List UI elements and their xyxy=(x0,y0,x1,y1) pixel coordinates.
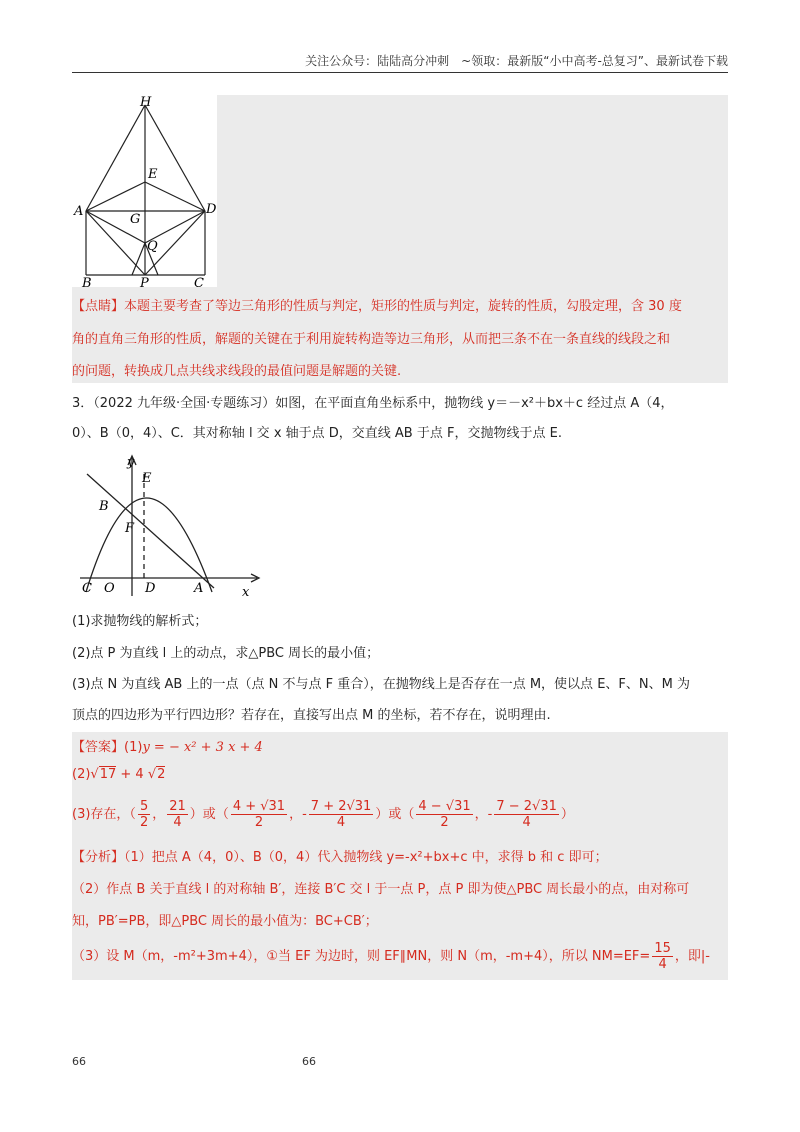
question-1: (1)求抛物线的解析式； xyxy=(72,614,208,629)
analysis-line-4: （3）设 M（m，-m²+3m+4），①当 EF 为边时，则 EF∥MN，则 N（m，-m+4），所以 NM=EF= $\frac{15}{4}$ ，即|- xyxy=(72,941,710,972)
label-D: D xyxy=(206,202,217,217)
dianjing-line-3: 的问题，转换成几点共线求线段的最值问题是解题的关键. xyxy=(72,364,402,379)
answer-line-3: (3)存在，（ $\frac{5}{2}$ ， $\frac{21}{4}$ ）或（ $\frac{4 + √31}{2}$ ，- $\frac{7 + 2√31}{4}$ ）或（ $\frac{4 - √31}{2}$ ，- $\frac{7 - 2√31}{4}$ ） xyxy=(72,799,574,830)
problem3-line-2: 0）、B（0，4）、C．其对称轴 l 交 x 轴于点 D，交直线 AB 于点 F，交抛物线于点 E. xyxy=(72,426,562,441)
dianjing-line-1: 【点睛】本题主要考查了等边三角形的性质与判定，矩形的性质与判定，旋转的性质，勾股定理，含 30 度 xyxy=(72,299,682,314)
page-header xyxy=(72,52,728,73)
label-O2: O xyxy=(104,581,115,596)
label-B: B xyxy=(82,276,92,287)
label-E: E xyxy=(148,167,158,182)
label-C: C xyxy=(194,276,204,287)
question-3b: 顶点的四边形为平行四边形？若存在，直接写出点 M 的坐标，若不存在，说明理由. xyxy=(72,708,551,723)
axis-x-label: x xyxy=(242,585,250,600)
analysis-line-3: 知，PB′=PB，即△PBC 周长的最小值为：BC+CB′； xyxy=(72,914,378,929)
question-2: (2)点 P 为直线 l 上的动点，求△PBC 周长的最小值； xyxy=(72,646,380,661)
page-number-left: 66 xyxy=(72,1055,86,1068)
answer-line-1: 【答案】(1)y = − x² + 3 x + 4 xyxy=(72,740,263,755)
label-F2: F xyxy=(125,521,135,536)
axis-y-label: y xyxy=(127,455,135,470)
page-number-middle: 66 xyxy=(302,1055,316,1068)
label-E2: E xyxy=(142,471,152,486)
label-C2: C xyxy=(82,581,92,596)
analysis-line-1: 【分析】（1）把点 A（4，0）、B（0，4）代入抛物线 y=-x²+bx+c 中，求得 b 和 c 即可； xyxy=(72,850,608,865)
label-D2: D xyxy=(145,581,156,596)
label-A: A xyxy=(74,204,84,219)
answer-line-2: (2)√17 + 4 √2 xyxy=(72,767,166,782)
geometry-figure-1 xyxy=(72,95,217,287)
label-B2: B xyxy=(99,499,109,514)
dianjing-line-2: 角的直角三角形的性质，解题的关键在于利用旋转构造等边三角形，从而把三条不在一条直线的线段之和 xyxy=(72,332,671,347)
problem3-line-1: 3．（2022 九年级·全国·专题练习）如图，在平面直角坐标系中，抛物线 y＝－x²＋bx＋c 经过点 A（4， xyxy=(72,396,674,411)
analysis-line-2: （2）作点 B 关于直线 l 的对称轴 B′，连接 B′C 交 l 于一点 P，点 P 即为使△PBC 周长最小的点，由对称可 xyxy=(72,882,690,897)
label-G: G xyxy=(130,212,141,227)
parabola-figure xyxy=(72,452,267,600)
label-P: P xyxy=(140,276,149,287)
label-Q: Q xyxy=(147,239,158,254)
header-text: 关注公众号：陆陆高分冲刺 ~领取：最新版“小中高考-总复习”、最新试卷下载 xyxy=(305,54,728,68)
label-A2: A xyxy=(194,581,204,596)
label-H: H xyxy=(140,95,152,110)
question-3a: (3)点 N 为直线 AB 上的一点（点 N 不与点 F 重合），在抛物线上是否存在一点 M，使以点 E、F、N、M 为 xyxy=(72,677,690,692)
